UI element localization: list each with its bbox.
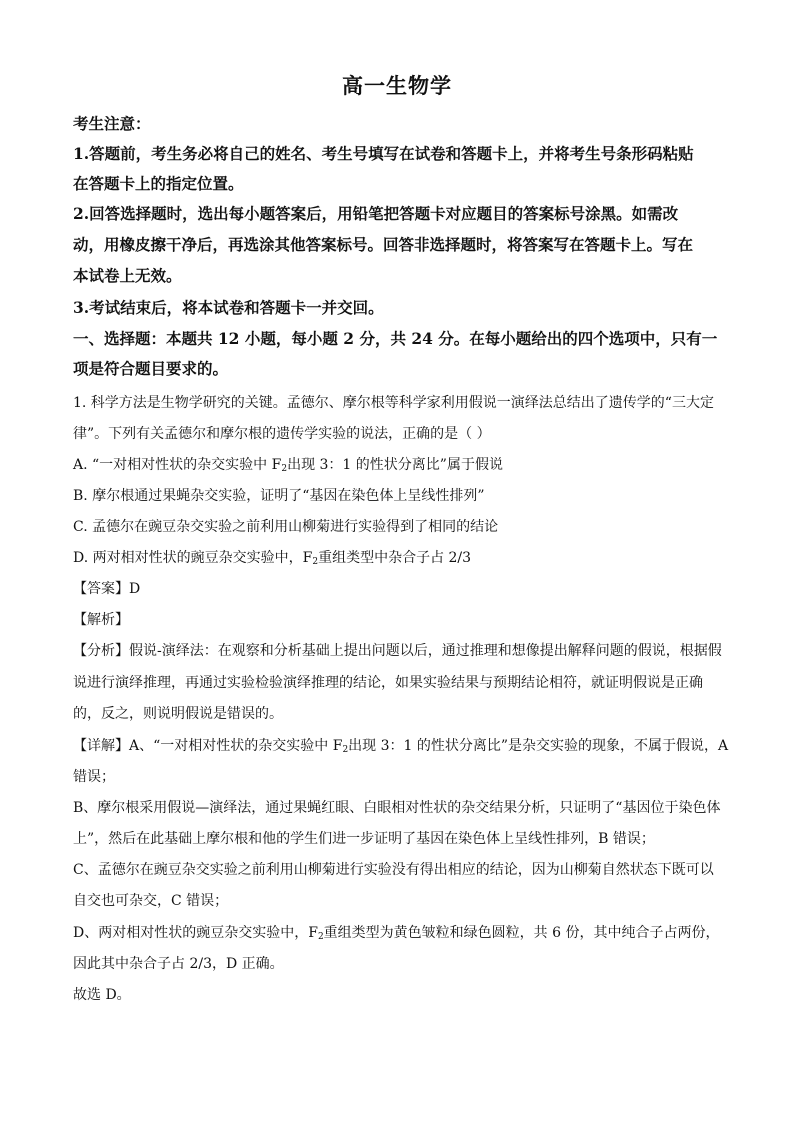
analysis-fenxi-line-1: 【分析】假说-演绎法：在观察和分析基础上提出问题以后，通过推理和想像提出解释问题的假说，根据假	[73, 643, 722, 659]
detail-a-line-1: 【详解】A、“一对相对性状的杂交实验中 $F_2$出现 3：1 的性状分离比”是杂交实验的现象，不属于假说，A	[73, 738, 729, 755]
section-heading-line-1: 一、选择题：本题共 12 小题，每小题 2 分，共 24 分。在每小题给出的四个选项中，只有一	[73, 329, 718, 348]
detail-d-line-2: 因此其中杂合子占 2/3，D 正确。	[73, 956, 284, 972]
detail-b-line-1: B、摩尔根采用假说—演绎法，通过果蝇红眼、白眼相对性状的杂交结果分析，只证明了“基因位于染色体	[73, 800, 721, 816]
notice-line-6: 3.考试结束后，将本试卷和答题卡一并交回。	[73, 298, 384, 317]
section-heading-line-2: 项是符合题目要求的。	[73, 359, 229, 378]
detail-d-line-1: D、两对相对性状的豌豆杂交实验中，$F_2$重组类型为黄色皱粒和绿色圆粒，共 6 份，其中纯合子占两份，	[73, 925, 720, 942]
detail-c-line-1: C、孟德尔在豌豆杂交实验之前利用山柳菊进行实验没有得出相应的结论，因为山柳菊自然状态下既可以	[73, 862, 714, 878]
notice-line-3: 2.回答选择题时，选出每小题答案后，用铅笔把答题卡对应题目的答案标号涂黑。如需改	[73, 204, 679, 223]
detail-a-line-2: 错误；	[73, 769, 115, 785]
detail-b-line-2: 上”，然后在此基础上摩尔根和他的学生们进一步证明了基因在染色体上呈线性排列，B 错误；	[73, 831, 655, 847]
notice-heading: 考生注意：	[73, 114, 151, 133]
notice-line-1: 1.答题前，考生务必将自己的姓名、考生号填写在试卷和答题卡上，并将考生号条形码粘贴	[73, 144, 694, 163]
analysis-fenxi-line-3: 的，反之，则说明假说是错误的。	[73, 706, 283, 722]
answer-line	[73, 578, 733, 598]
option-a: A. “一对相对性状的杂交实验中 $F_2$出现 3：1 的性状分离比”属于假说	[73, 457, 503, 474]
question-stem-line-1: 1. 科学方法是生物学研究的关键。孟德尔、摩尔根等科学家利用假说一演绎法总结出了遗传学的“三大定	[73, 395, 714, 411]
notice-line-2: 在答题卡上的指定位置。	[73, 174, 244, 193]
analysis-fenxi-line-2: 说进行演绎推理，再通过实验检验演绎推理的结论，如果实验结果与预期结论相符，就证明假说是正确	[73, 675, 703, 691]
answer-value: D	[129, 581, 141, 597]
option-b: B. 摩尔根通过果蝇杂交实验，证明了“基因在染色体上呈线性排列”	[73, 488, 485, 504]
analysis-label: 【解析】	[73, 612, 129, 628]
notice-line-4: 动，用橡皮擦干净后，再选涂其他答案标号。回答非选择题时，将答案写在答题卡上。写在	[73, 235, 694, 254]
option-d: D. 两对相对性状的豌豆杂交实验中，$F_2$重组类型中杂合子占 2/3	[73, 550, 472, 567]
notice-line-5: 本试卷上无效。	[73, 266, 182, 285]
page-title: 高一生物学	[342, 73, 452, 98]
answer-label: 【答案】	[73, 581, 129, 597]
conclusion: 故选 D。	[73, 987, 131, 1003]
detail-c-line-2: 自交也可杂交，C 错误；	[73, 893, 229, 909]
question-stem-line-2: 律”。下列有关孟德尔和摩尔根的遗传学实验的说法，正确的是（ ）	[73, 426, 491, 442]
option-c: C. 孟德尔在豌豆杂交实验之前利用山柳菊进行实验得到了相同的结论	[73, 519, 499, 535]
